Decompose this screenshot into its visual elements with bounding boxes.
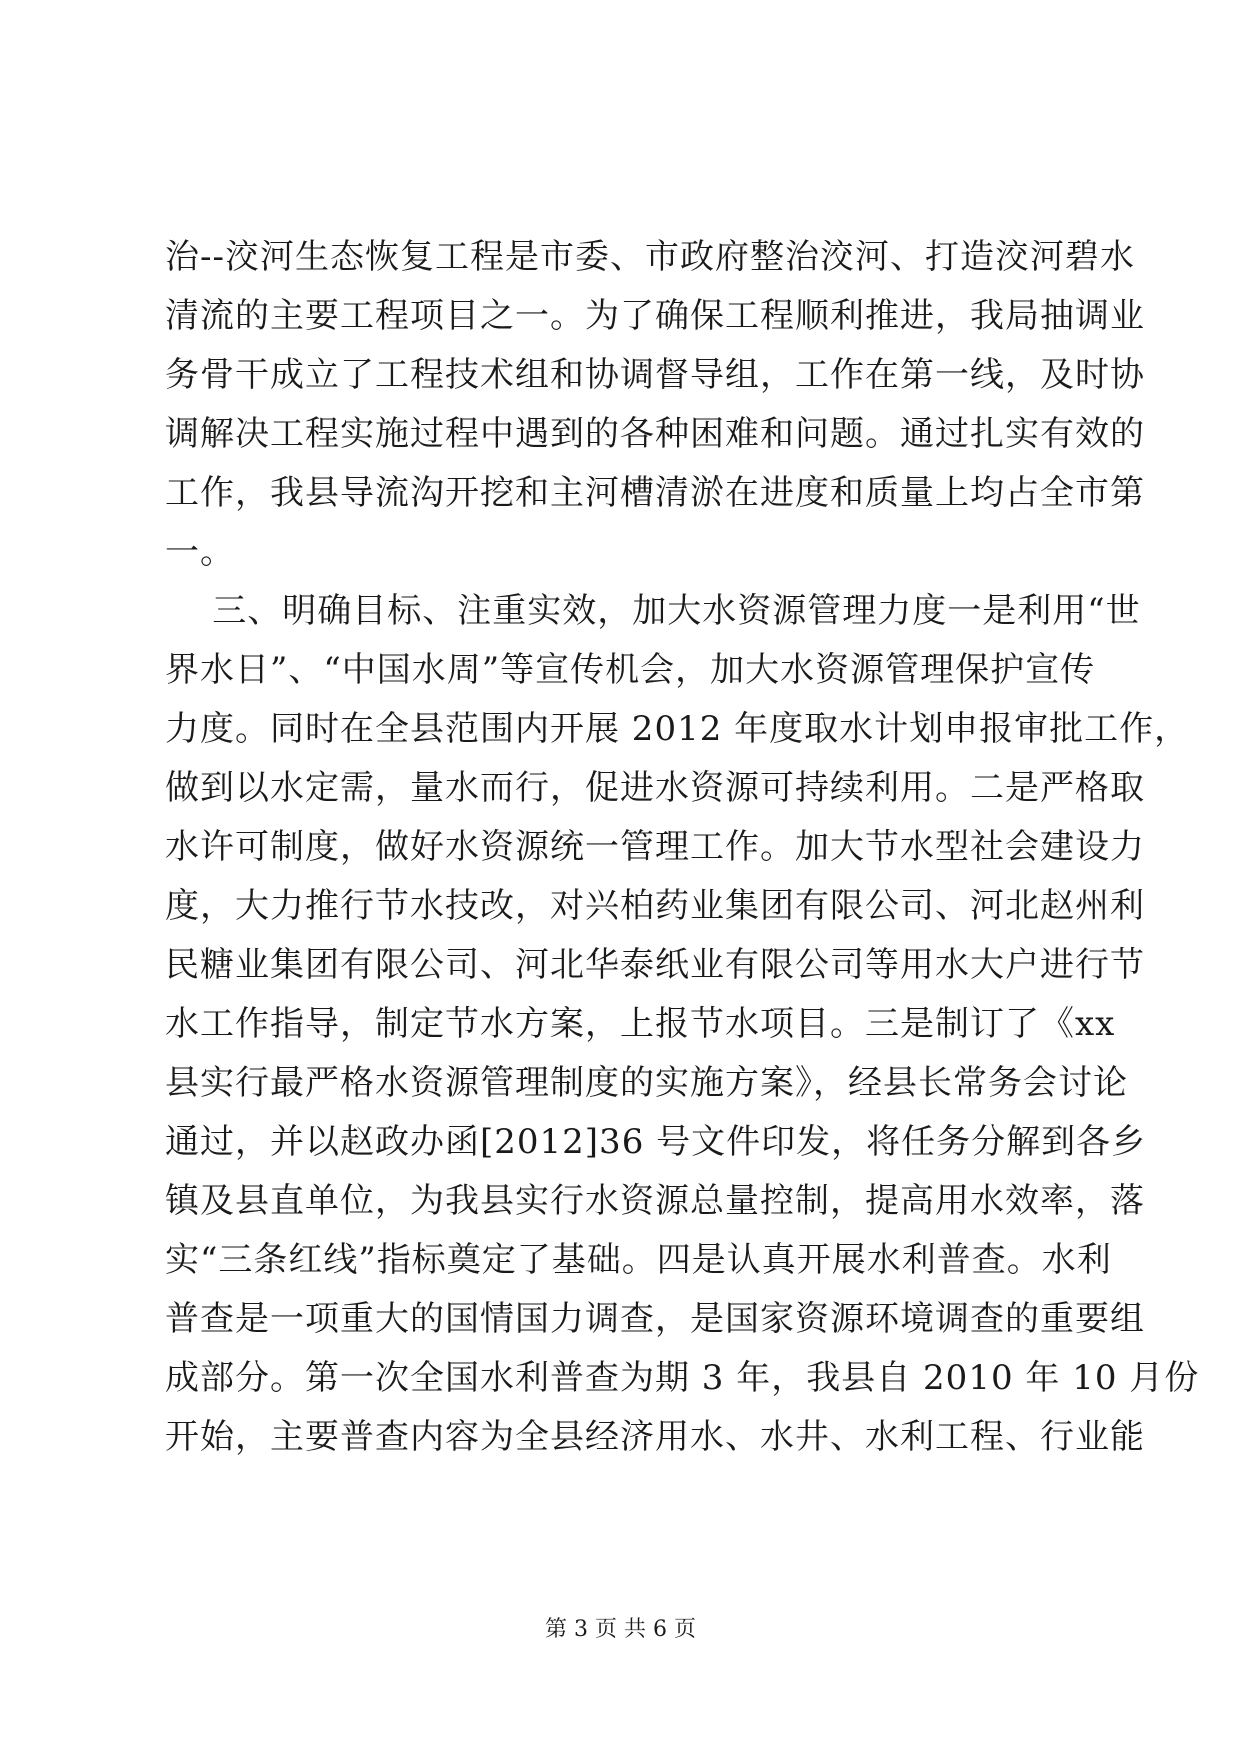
text-line: 务骨干成立了工程技术组和协调督导组，工作在第一线，及时协 xyxy=(165,355,1145,395)
text-line: 开始，主要普查内容为全县经济用水、水井、水利工程、行业能 xyxy=(165,1417,1145,1457)
text-line: 三、明确目标、注重实效，加大水资源管理力度一是利用“世 xyxy=(165,591,1141,631)
text-line: 度，大力推行节水技改，对兴柏药业集团有限公司、河北赵州利 xyxy=(165,886,1145,926)
text-line: 治--洨河生态恢复工程是市委、市政府整治洨河、打造洨河碧水 xyxy=(165,237,1135,277)
text-line: 一。 xyxy=(165,532,235,572)
text-line: 水工作指导，制定节水方案，上报节水项目。三是制订了《xx xyxy=(165,1004,1116,1044)
text-line: 通过，并以赵政办函[2012]36 号文件印发，将任务分解到各乡 xyxy=(165,1122,1147,1162)
page-number-footer: 第 3 页 共 6 页 xyxy=(545,1617,696,1642)
body-text xyxy=(165,236,1200,1475)
text-line: 水许可制度，做好水资源统一管理工作。加大节水型社会建设力 xyxy=(165,827,1145,867)
text-line: 界水日”、“中国水周”等宣传机会，加大水资源管理保护宣传 xyxy=(165,650,1096,690)
text-line: 镇及县直单位，为我县实行水资源总量控制，提高用水效率，落 xyxy=(165,1181,1145,1221)
text-line: 力度。同时在全县范围内开展 2012 年度取水计划申报审批工作， xyxy=(165,709,1190,749)
text-line: 调解决工程实施过程中遇到的各种困难和问题。通过扎实有效的 xyxy=(165,414,1145,454)
text-line: 县实行最严格水资源管理制度的实施方案》，经县长常务会讨论 xyxy=(165,1063,1128,1103)
text-line: 普查是一项重大的国情国力调查，是国家资源环境调查的重要组 xyxy=(165,1299,1145,1339)
text-line: 民糖业集团有限公司、河北华泰纸业有限公司等用水大户进行节 xyxy=(165,945,1145,985)
text-line: 工作，我县导流沟开挖和主河槽清淤在进度和质量上均占全市第 xyxy=(165,473,1145,513)
text-line: 成部分。第一次全国水利普查为期 3 年，我县自 2010 年 10 月份 xyxy=(165,1358,1200,1398)
text-line: 清流的主要工程项目之一。为了确保工程顺利推进，我局抽调业 xyxy=(165,296,1145,336)
text-line: 实“三条红线”指标奠定了基础。四是认真开展水利普查。水利 xyxy=(165,1240,1112,1280)
text-line: 做到以水定需，量水而行，促进水资源可持续利用。二是严格取 xyxy=(165,768,1145,808)
